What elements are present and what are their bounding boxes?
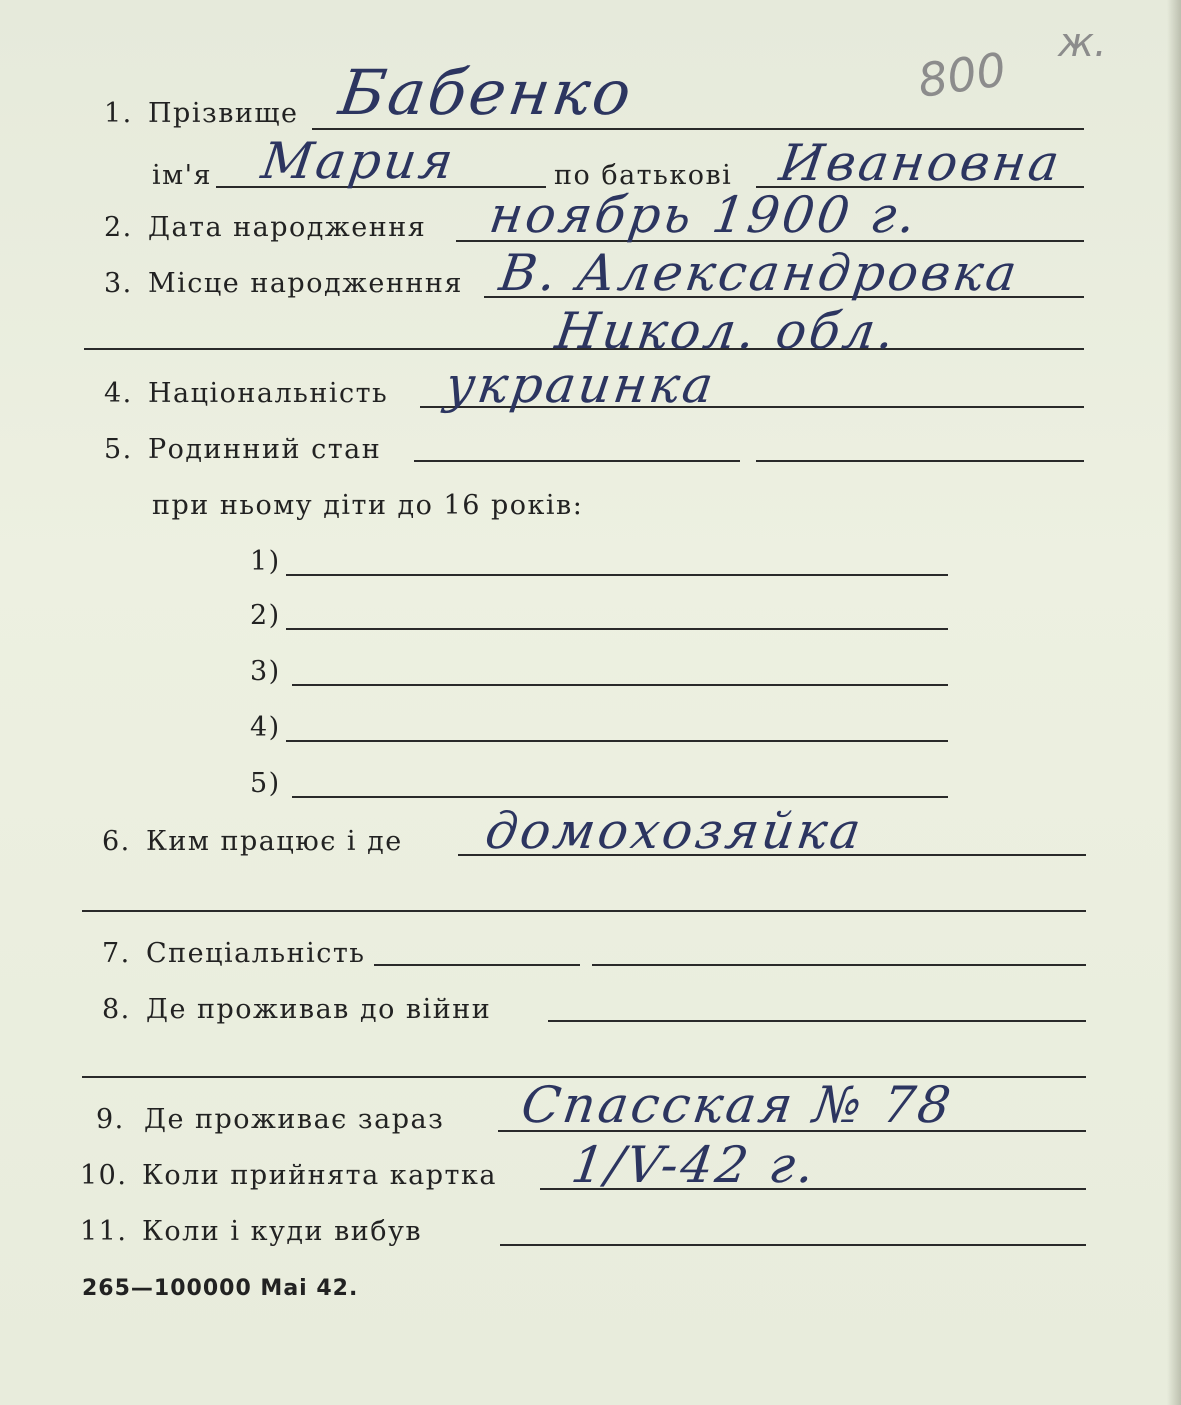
field-10-number: 10. <box>80 1160 128 1191</box>
birth-place-label: Місце народженння <box>148 268 463 299</box>
child-5-label: 5) <box>250 768 281 799</box>
occupation-value: домохозяйка <box>481 802 867 860</box>
current-residence-label: Де проживає зараз <box>144 1104 445 1135</box>
prewar-residence-line-1[interactable] <box>548 1020 1086 1022</box>
birth-date-value: ноябрь 1900 г. <box>485 186 923 244</box>
patronymic-label: по батькові <box>554 160 733 191</box>
field-1-number: 1. <box>104 98 133 129</box>
first-name-value: Мария <box>257 132 460 190</box>
child-2-line[interactable] <box>286 628 948 630</box>
patronymic-value: Ивановна <box>775 134 1066 192</box>
pencil-number: 800 <box>914 42 1010 108</box>
specialty-line-2[interactable] <box>592 964 1086 966</box>
specialty-line-1[interactable] <box>374 964 580 966</box>
nationality-label: Національність <box>148 378 389 409</box>
marital-status-line-2[interactable] <box>756 460 1084 462</box>
prewar-residence-label: Де проживав до війни <box>146 994 492 1025</box>
field-7-number: 7. <box>102 938 131 969</box>
field-6-number: 6. <box>102 826 131 857</box>
child-5-line[interactable] <box>292 796 948 798</box>
child-3-line[interactable] <box>292 684 948 686</box>
print-info: 265—100000 Маі 42. <box>82 1276 359 1301</box>
surname-value: Бабенко <box>334 56 639 129</box>
field-11-number: 11. <box>80 1216 128 1247</box>
birth-place-value-1: В. Александровка <box>495 244 1024 302</box>
child-2-label: 2) <box>250 600 281 631</box>
children-label: при ньому діти до 16 років: <box>152 490 584 521</box>
field-8-number: 8. <box>102 994 131 1025</box>
birth-date-label: Дата народження <box>148 212 427 243</box>
field-3-number: 3. <box>104 268 133 299</box>
child-1-line[interactable] <box>286 574 948 576</box>
child-4-line[interactable] <box>286 740 948 742</box>
field-9-number: 9. <box>96 1104 125 1135</box>
marital-status-label: Родинний стан <box>148 434 382 465</box>
occupation-label: Ким працює і де <box>146 826 403 857</box>
pencil-mark: ж. <box>1058 20 1107 66</box>
field-2-number: 2. <box>104 212 133 243</box>
birth-place-value-2: Никол. обл. <box>551 302 901 360</box>
field-5-number: 5. <box>104 434 133 465</box>
occupation-line-2[interactable] <box>82 910 1086 912</box>
child-3-label: 3) <box>250 656 281 687</box>
departure-label: Коли і куди вибув <box>142 1216 423 1247</box>
child-4-label: 4) <box>250 712 281 743</box>
card-accepted-label: Коли прийнята картка <box>142 1160 497 1191</box>
card-accepted-value: 1/V-42 г. <box>567 1136 821 1194</box>
first-name-label: ім'я <box>152 160 213 191</box>
nationality-value: украинка <box>441 356 720 414</box>
child-1-label: 1) <box>250 546 281 577</box>
departure-line[interactable] <box>500 1244 1086 1246</box>
specialty-label: Спеціальність <box>146 938 366 969</box>
field-4-number: 4. <box>104 378 133 409</box>
current-residence-value: Спасская № 78 <box>517 1076 957 1134</box>
surname-label: Прізвище <box>148 98 299 129</box>
marital-status-line-1[interactable] <box>414 460 740 462</box>
